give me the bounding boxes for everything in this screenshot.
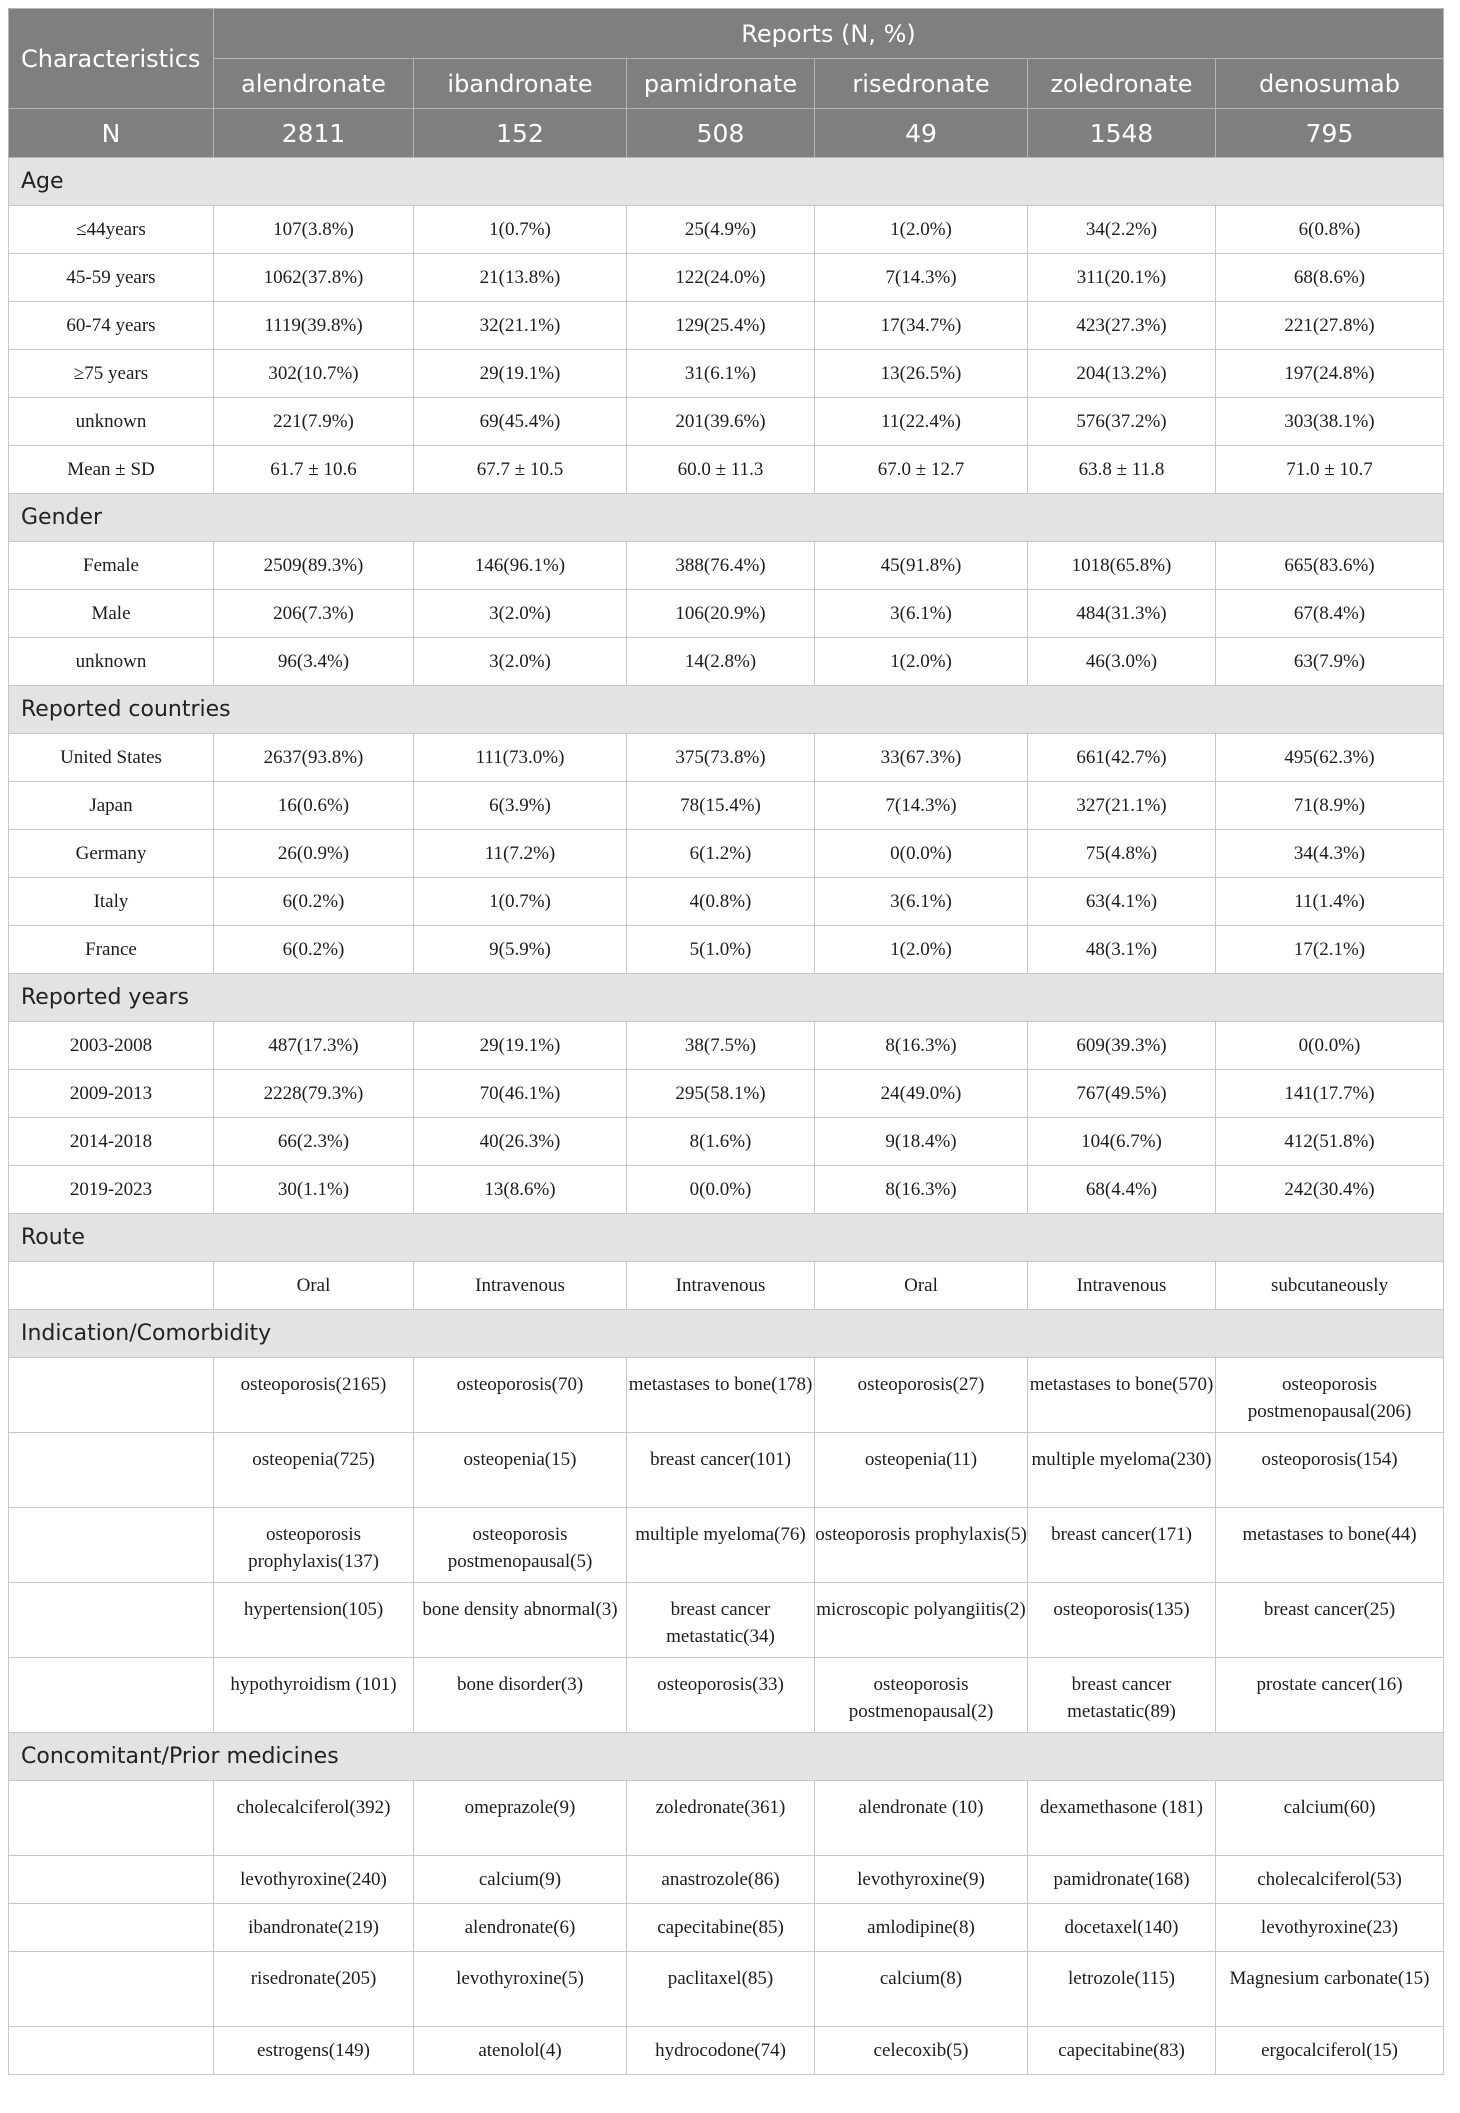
reports-header: Reports (N, %) (214, 9, 1444, 59)
table-cell: 9(18.4%) (815, 1118, 1028, 1166)
table-body (9, 158, 1444, 2075)
table-cell: 78(15.4%) (627, 782, 815, 830)
row-label: 2014-2018 (9, 1118, 214, 1166)
table-cell: 327(21.1%) (1028, 782, 1216, 830)
table-cell: 303(38.1%) (1216, 398, 1444, 446)
table-row (9, 1781, 1444, 1856)
table-cell: 206(7.3%) (214, 590, 414, 638)
table-cell: bone density abnormal(3) (414, 1583, 627, 1658)
table-row (9, 542, 1444, 590)
table-cell: 311(20.1%) (1028, 254, 1216, 302)
table-cell: 11(22.4%) (815, 398, 1028, 446)
table-cell: 40(26.3%) (414, 1118, 627, 1166)
table-cell: metastases to bone(570) (1028, 1358, 1216, 1433)
table-cell: Intravenous (627, 1262, 815, 1310)
table-cell: 8(1.6%) (627, 1118, 815, 1166)
table-cell: 0(0.0%) (815, 830, 1028, 878)
section-title: Reported countries (9, 686, 1444, 734)
row-label: unknown (9, 638, 214, 686)
table-cell: 2228(79.3%) (214, 1070, 414, 1118)
table-cell: osteoporosis(154) (1216, 1433, 1444, 1508)
section-title: Route (9, 1214, 1444, 1262)
table-cell: 104(6.7%) (1028, 1118, 1216, 1166)
section-row-route (9, 1214, 1444, 1262)
table-cell: 146(96.1%) (414, 542, 627, 590)
table-cell: 197(24.8%) (1216, 350, 1444, 398)
table-cell: hydrocodone(74) (627, 2027, 815, 2075)
table-cell: 3(6.1%) (815, 878, 1028, 926)
table-row (9, 1358, 1444, 1433)
table-cell: 412(51.8%) (1216, 1118, 1444, 1166)
table-cell: 6(0.8%) (1216, 206, 1444, 254)
table-cell: subcutaneously (1216, 1262, 1444, 1310)
table-cell: 66(2.3%) (214, 1118, 414, 1166)
table-cell: Intravenous (414, 1262, 627, 1310)
table-row (9, 1262, 1444, 1310)
table-cell: 33(67.3%) (815, 734, 1028, 782)
row-label: Italy (9, 878, 214, 926)
table-cell: 21(13.8%) (414, 254, 627, 302)
table-cell: 9(5.9%) (414, 926, 627, 974)
table-cell: osteopenia(11) (815, 1433, 1028, 1508)
table-cell: 24(49.0%) (815, 1070, 1028, 1118)
table-cell: ibandronate(219) (214, 1904, 414, 1952)
table-cell: amlodipine(8) (815, 1904, 1028, 1952)
section-title: Gender (9, 494, 1444, 542)
table-cell: 1(0.7%) (414, 206, 627, 254)
table-cell: osteoporosis(135) (1028, 1583, 1216, 1658)
table-cell: 141(17.7%) (1216, 1070, 1444, 1118)
table-cell: 204(13.2%) (1028, 350, 1216, 398)
table-cell: omeprazole(9) (414, 1781, 627, 1856)
table-cell: Oral (214, 1262, 414, 1310)
table-cell: osteoporosis prophylaxis(137) (214, 1508, 414, 1583)
table-cell: 25(4.9%) (627, 206, 815, 254)
row-label: 45-59 years (9, 254, 214, 302)
table-cell: osteoporosis postmenopausal(5) (414, 1508, 627, 1583)
table-cell: 13(26.5%) (815, 350, 1028, 398)
row-label: ≤44years (9, 206, 214, 254)
table-cell: 1(2.0%) (815, 926, 1028, 974)
table-cell: 11(7.2%) (414, 830, 627, 878)
characteristics-table (8, 8, 1444, 2075)
row-label: unknown (9, 398, 214, 446)
table-cell: 767(49.5%) (1028, 1070, 1216, 1118)
table-cell: 388(76.4%) (627, 542, 815, 590)
table-cell: paclitaxel(85) (627, 1952, 815, 2027)
table-cell: 1(2.0%) (815, 206, 1028, 254)
table-row (9, 2027, 1444, 2075)
table-cell: 1(0.7%) (414, 878, 627, 926)
table-cell: 375(73.8%) (627, 734, 815, 782)
table-row (9, 1904, 1444, 1952)
table-row (9, 638, 1444, 686)
table-cell: 45(91.8%) (815, 542, 1028, 590)
table-cell: 71.0 ± 10.7 (1216, 446, 1444, 494)
table-cell: 487(17.3%) (214, 1022, 414, 1070)
table-row (9, 1856, 1444, 1904)
section-title: Indication/Comorbidity (9, 1310, 1444, 1358)
table-cell: osteoporosis(27) (815, 1358, 1028, 1433)
table-cell: 69(45.4%) (414, 398, 627, 446)
table-cell: 13(8.6%) (414, 1166, 627, 1214)
row-label: France (9, 926, 214, 974)
table-row (9, 446, 1444, 494)
row-label (9, 1904, 214, 1952)
row-label: United States (9, 734, 214, 782)
row-label: 2019-2023 (9, 1166, 214, 1214)
table-cell: 31(6.1%) (627, 350, 815, 398)
table-cell: 6(0.2%) (214, 926, 414, 974)
n-value-risedronate: 49 (815, 109, 1028, 158)
table-cell: multiple myeloma(76) (627, 1508, 815, 1583)
table-cell: 201(39.6%) (627, 398, 815, 446)
table-cell: prostate cancer(16) (1216, 1658, 1444, 1733)
section-row-age (9, 158, 1444, 206)
table-cell: osteoporosis(70) (414, 1358, 627, 1433)
n-label: N (9, 109, 214, 158)
table-cell: 3(2.0%) (414, 590, 627, 638)
table-row (9, 1583, 1444, 1658)
table-cell: 48(3.1%) (1028, 926, 1216, 974)
table-cell: breast cancer metastatic(34) (627, 1583, 815, 1658)
row-label (9, 1856, 214, 1904)
table-cell: 5(1.0%) (627, 926, 815, 974)
table-cell: 70(46.1%) (414, 1070, 627, 1118)
table-cell: 67.7 ± 10.5 (414, 446, 627, 494)
table-cell: 34(2.2%) (1028, 206, 1216, 254)
table-cell: 34(4.3%) (1216, 830, 1444, 878)
table-cell: ergocalciferol(15) (1216, 2027, 1444, 2075)
table-cell: 1(2.0%) (815, 638, 1028, 686)
table-row (9, 926, 1444, 974)
table-cell: 29(19.1%) (414, 1022, 627, 1070)
table-row (9, 398, 1444, 446)
table-cell: osteopenia(725) (214, 1433, 414, 1508)
table-cell: 576(37.2%) (1028, 398, 1216, 446)
table-cell: 68(4.4%) (1028, 1166, 1216, 1214)
row-label: 2003-2008 (9, 1022, 214, 1070)
row-label (9, 1658, 214, 1733)
table-row (9, 206, 1444, 254)
table-row (9, 782, 1444, 830)
table-cell: bone disorder(3) (414, 1658, 627, 1733)
n-value-pamidronate: 508 (627, 109, 815, 158)
table-cell: 16(0.6%) (214, 782, 414, 830)
table-cell: 71(8.9%) (1216, 782, 1444, 830)
table-cell: 665(83.6%) (1216, 542, 1444, 590)
table-cell: 107(3.8%) (214, 206, 414, 254)
table-row (9, 1658, 1444, 1733)
characteristics-header: Characteristics (9, 9, 214, 109)
table-cell: 32(21.1%) (414, 302, 627, 350)
drug-header-denosumab: denosumab (1216, 59, 1444, 109)
table-cell: 38(7.5%) (627, 1022, 815, 1070)
table-cell: docetaxel(140) (1028, 1904, 1216, 1952)
row-label: ≥75 years (9, 350, 214, 398)
table-cell: 61.7 ± 10.6 (214, 446, 414, 494)
table-cell: levothyroxine(9) (815, 1856, 1028, 1904)
table-cell: 8(16.3%) (815, 1166, 1028, 1214)
table-cell: 106(20.9%) (627, 590, 815, 638)
table-cell: microscopic polyangiitis(2) (815, 1583, 1028, 1658)
table-cell: 14(2.8%) (627, 638, 815, 686)
table-cell: 221(7.9%) (214, 398, 414, 446)
table-cell: metastases to bone(178) (627, 1358, 815, 1433)
table-cell: Oral (815, 1262, 1028, 1310)
table-cell: metastases to bone(44) (1216, 1508, 1444, 1583)
n-value-zoledronate: 1548 (1028, 109, 1216, 158)
table-cell: 4(0.8%) (627, 878, 815, 926)
table-cell: 17(2.1%) (1216, 926, 1444, 974)
table-cell: estrogens(149) (214, 2027, 414, 2075)
drug-header-pamidronate: pamidronate (627, 59, 815, 109)
table-cell: Intravenous (1028, 1262, 1216, 1310)
table-row (9, 830, 1444, 878)
section-title: Age (9, 158, 1444, 206)
table-row (9, 1166, 1444, 1214)
table-header (9, 9, 1444, 158)
table-cell: anastrozole(86) (627, 1856, 815, 1904)
table-cell: levothyroxine(5) (414, 1952, 627, 2027)
section-title: Concomitant/Prior medicines (9, 1733, 1444, 1781)
table-cell: 8(16.3%) (815, 1022, 1028, 1070)
row-label: Female (9, 542, 214, 590)
table-cell: 75(4.8%) (1028, 830, 1216, 878)
characteristics-table-container (8, 8, 1443, 2075)
table-cell: cholecalciferol(392) (214, 1781, 414, 1856)
table-row (9, 1433, 1444, 1508)
section-row-gender (9, 494, 1444, 542)
table-cell: 0(0.0%) (627, 1166, 815, 1214)
table-cell: 7(14.3%) (815, 782, 1028, 830)
table-cell: 3(6.1%) (815, 590, 1028, 638)
row-label (9, 1781, 214, 1856)
table-cell: 2509(89.3%) (214, 542, 414, 590)
table-row (9, 1952, 1444, 2027)
row-label: 2009-2013 (9, 1070, 214, 1118)
row-label: Japan (9, 782, 214, 830)
table-cell: cholecalciferol(53) (1216, 1856, 1444, 1904)
table-cell: 96(3.4%) (214, 638, 414, 686)
section-row-indication (9, 1310, 1444, 1358)
table-cell: 46(3.0%) (1028, 638, 1216, 686)
table-cell: 423(27.3%) (1028, 302, 1216, 350)
row-label (9, 1508, 214, 1583)
table-cell: osteoporosis prophylaxis(5) (815, 1508, 1028, 1583)
table-cell: 302(10.7%) (214, 350, 414, 398)
table-cell: 1119(39.8%) (214, 302, 414, 350)
table-row (9, 1070, 1444, 1118)
table-cell: 29(19.1%) (414, 350, 627, 398)
table-cell: 63(7.9%) (1216, 638, 1444, 686)
table-cell: levothyroxine(23) (1216, 1904, 1444, 1952)
table-cell: osteoporosis postmenopausal(2) (815, 1658, 1028, 1733)
table-cell: 3(2.0%) (414, 638, 627, 686)
table-cell: dexamethasone (181) (1028, 1781, 1216, 1856)
table-cell: 67(8.4%) (1216, 590, 1444, 638)
table-cell: 7(14.3%) (815, 254, 1028, 302)
table-row (9, 254, 1444, 302)
row-label (9, 1433, 214, 1508)
drug-header-risedronate: risedronate (815, 59, 1028, 109)
n-value-denosumab: 795 (1216, 109, 1444, 158)
table-row (9, 1022, 1444, 1070)
table-cell: 129(25.4%) (627, 302, 815, 350)
row-label: Germany (9, 830, 214, 878)
row-label: Mean ± SD (9, 446, 214, 494)
table-cell: 609(39.3%) (1028, 1022, 1216, 1070)
table-cell: 11(1.4%) (1216, 878, 1444, 926)
table-cell: calcium(60) (1216, 1781, 1444, 1856)
table-cell: alendronate (10) (815, 1781, 1028, 1856)
table-cell: 661(42.7%) (1028, 734, 1216, 782)
section-row-countries (9, 686, 1444, 734)
table-cell: zoledronate(361) (627, 1781, 815, 1856)
row-label (9, 1262, 214, 1310)
table-cell: calcium(9) (414, 1856, 627, 1904)
table-cell: 221(27.8%) (1216, 302, 1444, 350)
table-cell: breast cancer metastatic(89) (1028, 1658, 1216, 1733)
table-cell: calcium(8) (815, 1952, 1028, 2027)
table-cell: 63(4.1%) (1028, 878, 1216, 926)
n-value-alendronate: 2811 (214, 109, 414, 158)
section-row-years (9, 974, 1444, 1022)
table-cell: 30(1.1%) (214, 1166, 414, 1214)
table-cell: risedronate(205) (214, 1952, 414, 2027)
table-cell: 60.0 ± 11.3 (627, 446, 815, 494)
table-cell: 6(3.9%) (414, 782, 627, 830)
table-cell: 67.0 ± 12.7 (815, 446, 1028, 494)
table-row (9, 590, 1444, 638)
row-label: Male (9, 590, 214, 638)
table-cell: hypothyroidism (101) (214, 1658, 414, 1733)
table-cell: osteoporosis postmenopausal(206) (1216, 1358, 1444, 1433)
drug-header-ibandronate: ibandronate (414, 59, 627, 109)
table-cell: 6(1.2%) (627, 830, 815, 878)
drug-header-alendronate: alendronate (214, 59, 414, 109)
row-label (9, 1583, 214, 1658)
table-cell: atenolol(4) (414, 2027, 627, 2075)
table-cell: 484(31.3%) (1028, 590, 1216, 638)
table-cell: breast cancer(101) (627, 1433, 815, 1508)
row-label (9, 1358, 214, 1433)
table-cell: 2637(93.8%) (214, 734, 414, 782)
table-cell: capecitabine(83) (1028, 2027, 1216, 2075)
table-cell: capecitabine(85) (627, 1904, 815, 1952)
table-cell: breast cancer(171) (1028, 1508, 1216, 1583)
table-cell: 295(58.1%) (627, 1070, 815, 1118)
table-row (9, 878, 1444, 926)
table-cell: 68(8.6%) (1216, 254, 1444, 302)
table-cell: osteopenia(15) (414, 1433, 627, 1508)
section-row-medicines (9, 1733, 1444, 1781)
table-cell: 1018(65.8%) (1028, 542, 1216, 590)
row-label: 60-74 years (9, 302, 214, 350)
table-cell: levothyroxine(240) (214, 1856, 414, 1904)
row-label (9, 2027, 214, 2075)
table-cell: osteoporosis(2165) (214, 1358, 414, 1433)
table-cell: celecoxib(5) (815, 2027, 1028, 2075)
table-cell: 242(30.4%) (1216, 1166, 1444, 1214)
drug-header-zoledronate: zoledronate (1028, 59, 1216, 109)
table-row (9, 1118, 1444, 1166)
table-cell: 1062(37.8%) (214, 254, 414, 302)
table-cell: Magnesium carbonate(15) (1216, 1952, 1444, 2027)
table-cell: 6(0.2%) (214, 878, 414, 926)
table-cell: alendronate(6) (414, 1904, 627, 1952)
table-cell: 17(34.7%) (815, 302, 1028, 350)
table-row (9, 302, 1444, 350)
table-cell: 495(62.3%) (1216, 734, 1444, 782)
n-value-ibandronate: 152 (414, 109, 627, 158)
row-label (9, 1952, 214, 2027)
table-cell: 111(73.0%) (414, 734, 627, 782)
table-cell: hypertension(105) (214, 1583, 414, 1658)
section-title: Reported years (9, 974, 1444, 1022)
table-cell: 26(0.9%) (214, 830, 414, 878)
table-cell: multiple myeloma(230) (1028, 1433, 1216, 1508)
table-cell: 122(24.0%) (627, 254, 815, 302)
table-cell: breast cancer(25) (1216, 1583, 1444, 1658)
table-row (9, 350, 1444, 398)
table-cell: 0(0.0%) (1216, 1022, 1444, 1070)
table-cell: 63.8 ± 11.8 (1028, 446, 1216, 494)
table-row (9, 734, 1444, 782)
table-row (9, 1508, 1444, 1583)
table-cell: letrozole(115) (1028, 1952, 1216, 2027)
table-cell: osteoporosis(33) (627, 1658, 815, 1733)
table-cell: pamidronate(168) (1028, 1856, 1216, 1904)
